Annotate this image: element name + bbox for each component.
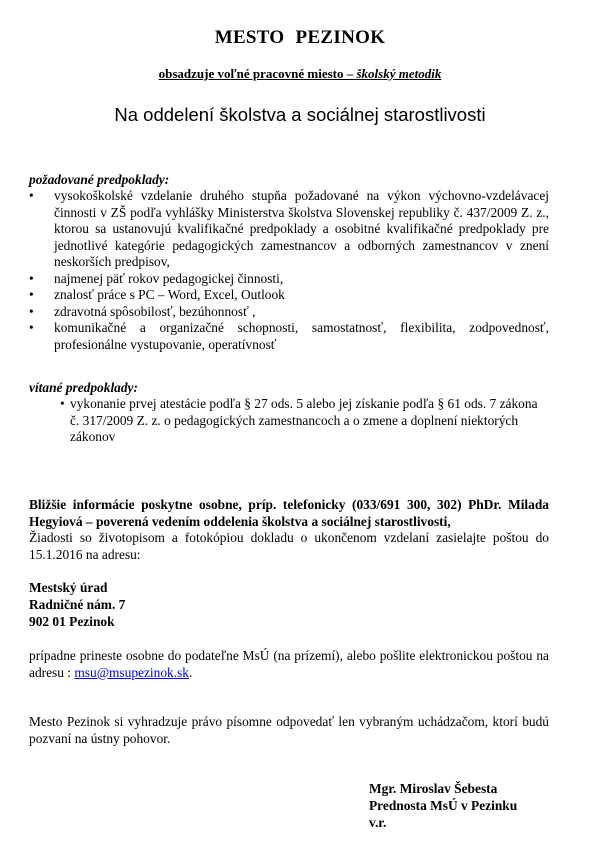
requirements-heading-text: požadované predpoklady:	[29, 172, 170, 187]
list-item	[60, 396, 550, 446]
list-item-text: zdravotná spôsobilosť, bezúhonnosť ,	[54, 303, 256, 319]
bullet-icon: •	[29, 303, 34, 319]
signature-role: Prednosta MsÚ v Pezinku	[369, 798, 518, 813]
list-item	[29, 320, 549, 353]
list-item-text: najmenej päť rokov pedagogickej činnosti,	[54, 270, 284, 286]
delivery-text: prípadne prineste osobne do podateľne MsÚ (na prízemí), alebo pošlite elektronickou poštou na adresu :	[29, 648, 549, 680]
subtitle-text: obsadzuje voľné pracovné miesto –	[158, 66, 357, 81]
list-item-text: vykonanie prvej atestácie podľa § 27 ods. 5 alebo jej získanie podľa § 61 ods. 7 zákona č. 317/2009 Z. z. o pedagogických zamestnancoch a o zmene a doplnení niektorých zákonov	[70, 396, 538, 444]
document-title: MESTO PEZINOK	[214, 27, 386, 48]
contact-info: Bližšie informácie poskytne osobne, príp. telefonicky (033/691 300, 302) PhDr. Milada Hegyiová – poverená vedením oddelenia školstva a sociálnej starostlivosti,	[29, 497, 549, 529]
list-item	[29, 304, 549, 321]
list-item	[29, 271, 549, 288]
signature-name: Mgr. Miroslav Šebesta	[369, 781, 498, 796]
email-link[interactable]: msu@msupezinok.sk	[74, 664, 189, 680]
bullet-icon: •	[29, 320, 34, 335]
subtitle-position: školský metodik	[356, 66, 442, 81]
delivery-paragraph	[29, 648, 549, 681]
list-item-text: znalosť práce s PC – Word, Excel, Outlook	[54, 287, 285, 302]
signature-vr: v.r.	[369, 815, 387, 830]
bullet-icon: •	[29, 287, 34, 302]
preferred-list	[60, 396, 550, 446]
preferred-heading	[29, 380, 138, 397]
preferred-heading-text: vítané predpoklady:	[29, 380, 138, 395]
list-item	[29, 287, 549, 304]
delivery-end: .	[189, 664, 193, 680]
department-heading: Na oddelení školstva a sociálnej starostlivosti	[114, 104, 486, 125]
address-line-3: 902 01 Pezinok	[29, 614, 115, 629]
requirements-list	[29, 188, 549, 353]
application-instructions: Žiadosti so životopisom a fotokópiou dokladu o ukončenom vzdelaní zasielajte poštou do 15.1.2016 na adresu:	[29, 530, 549, 562]
requirements-heading	[29, 172, 169, 189]
list-item-text: komunikačné a organizačné schopnosti, samostatnosť, flexibilita, zodpovednosť, profesionálne vystupovanie, operatívnosť	[54, 320, 549, 352]
bullet-icon: •	[29, 188, 34, 203]
address-line-1: Mestský úrad	[29, 580, 108, 595]
bullet-icon: •	[29, 270, 34, 286]
list-item	[29, 188, 549, 271]
address-line-2: Radničné nám. 7	[29, 597, 126, 612]
list-item-text: vysokoškolské vzdelanie druhého stupňa požadované na výkon výchovno-vzdelávacej činnosti v ZŠ podľa vyhlášky Ministerstva školstva Slovenskej republiky č. 437/2009 Z. z., ktorou sa ustanovujú kvalifikačné predpoklady a osobitné kvalifikačné predpoklady pre jednotlivé kategórie pedagogických zamestnancov a odborných zamestnancov v znení neskorších predpisov,	[54, 188, 549, 269]
notice-paragraph: Mesto Pezinok si vyhradzuje právo písomne odpovedať len vybraným uchádzačom, ktorí budú pozvaní na ústny pohovor.	[29, 714, 549, 746]
position-subtitle	[0, 66, 600, 83]
bullet-icon: •	[60, 396, 65, 411]
